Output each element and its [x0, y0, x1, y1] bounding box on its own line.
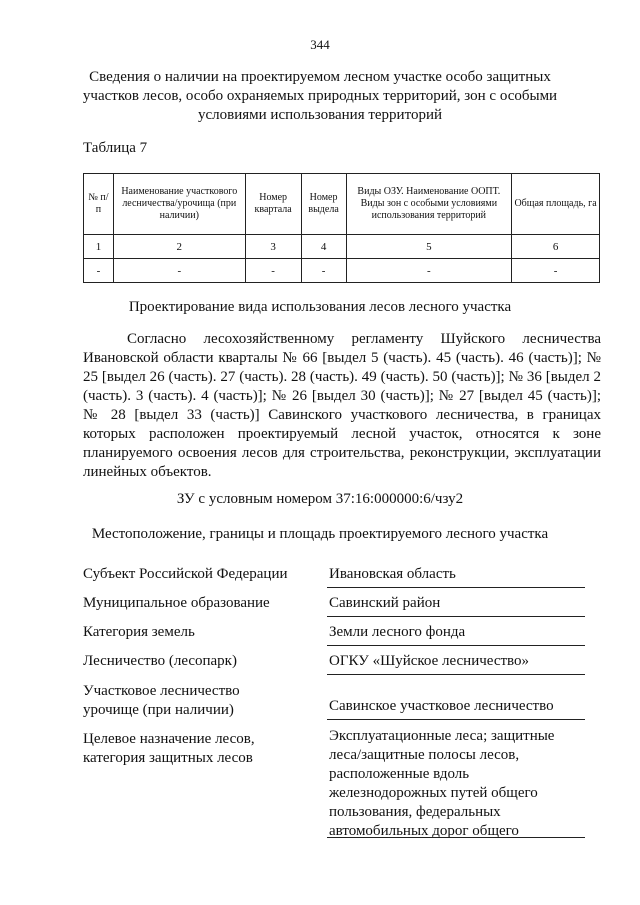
table-row — [84, 259, 600, 283]
field-underline — [327, 587, 585, 588]
table-cell: - — [301, 259, 346, 283]
field-underline — [327, 837, 585, 838]
purpose-value: Эксплуатационные леса; защитные леса/защитные полосы лесов, расположенные вдоль железнодорожных путей общего пользования, федеральных автомобильных дорог общего — [329, 728, 555, 839]
municipal-label: Муниципальное образование — [83, 595, 270, 611]
header-cell: Общая площадь, га — [512, 174, 600, 235]
table-cell: - — [346, 259, 512, 283]
forestry-value: ОГКУ «Шуйское лесничество» — [329, 653, 530, 669]
number-cell: 6 — [512, 235, 600, 259]
field-underline — [327, 616, 585, 617]
district-value: Савинское участковое лесничество — [329, 698, 554, 714]
regulation-paragraph: Согласно лесохозяйственному регламенту Шуйского лесничества Ивановской области кварталы № 66 [выдел 5 (часть). 45 (часть). 46 (часть)]; № 25 [выдел 26 (часть). 27 (часть). 28 (часть). 49 (часть). 50 (часть)]; № 36 [выдел 2 (часть). 3 (часть). 4 (часть)]; № 26 [выдел 30 (часть)]; № 27 [выдел 45 (часть)]; № 28 [выдел 33 (часть)] Савинского участкового лесничества, в границах которых расположен проектируемый лесной участок, относятся к зоне планируемого освоения лесов для строительства, реконструкции, эксплуатации линейных объектов. — [83, 331, 601, 480]
page-number: 344 — [310, 37, 330, 52]
number-cell: 4 — [301, 235, 346, 259]
projection-heading: Проектирование вида использования лесов лесного участка — [128, 299, 512, 315]
table-header-row — [84, 174, 600, 235]
field-underline — [327, 674, 585, 675]
field-underline — [327, 719, 585, 720]
table-label: Таблица 7 — [83, 140, 148, 156]
number-cell: 2 — [113, 235, 245, 259]
land-category-label: Категория земель — [83, 624, 195, 640]
table-7 — [83, 173, 600, 283]
number-cell: 1 — [84, 235, 114, 259]
subject-label: Субъект Российской Федерации — [83, 566, 288, 582]
header-cell: Номер квартала — [245, 174, 301, 235]
forestry-label: Лесничество (лесопарк) — [83, 653, 237, 669]
district-label-line2: урочище (при наличии) — [83, 702, 234, 718]
number-cell: 5 — [346, 235, 512, 259]
header-cell: Виды ОЗУ. Наименование ООПТ. Виды зон с особыми условиями использования территорий — [346, 174, 512, 235]
table-number-row — [84, 235, 600, 259]
district-label-line1: Участковое лесничество — [83, 683, 240, 699]
municipal-value: Савинский район — [329, 595, 441, 611]
table-cell: - — [113, 259, 245, 283]
field-underline — [327, 645, 585, 646]
subject-value: Ивановская область — [329, 566, 456, 582]
header-cell: № п/п — [84, 174, 114, 235]
location-heading: Местоположение, границы и площадь проектируемого лесного участка — [91, 526, 549, 542]
zu-heading: ЗУ с условным номером 37:16:000000:6/чзу2 — [176, 491, 464, 507]
document-title: Сведения о наличии на проектируемом лесном участке особо защитных участков лесов, особо охраняемых природных территорий, зон с особыми условиями использования территорий — [82, 69, 558, 123]
number-cell: 3 — [245, 235, 301, 259]
header-cell: Наименование участкового лесничества/урочища (при наличии) — [113, 174, 245, 235]
table-cell: - — [84, 259, 114, 283]
table-cell: - — [512, 259, 600, 283]
table-cell: - — [245, 259, 301, 283]
purpose-label: Целевое назначение лесов, категория защитных лесов — [83, 731, 255, 766]
header-cell: Номер выдела — [301, 174, 346, 235]
land-category-value: Земли лесного фонда — [329, 624, 466, 640]
